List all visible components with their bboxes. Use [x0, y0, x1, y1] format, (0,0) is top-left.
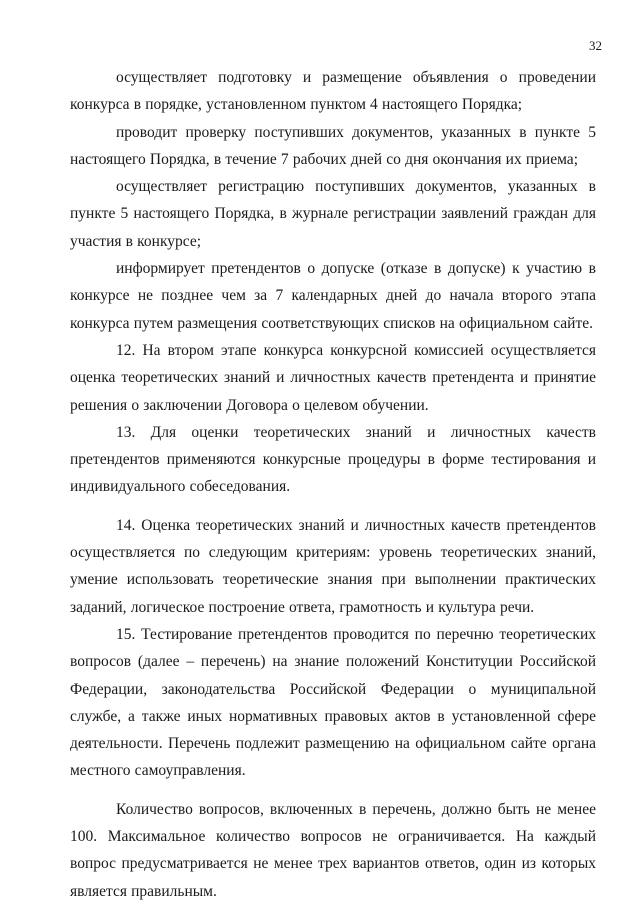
- paragraph-item-12: 12. На втором этапе конкурса конкурсной комиссией осуществляется оценка теоретических знаний и личностных качеств претендента и принятие решения о заключении Договора о целевом обучении.: [70, 341, 596, 414]
- paragraph: осуществляет подготовку и размещение объявления о проведении конкурса в порядке, установленном пунктом 4 настоящего Порядка;: [70, 69, 596, 114]
- paragraph: Количество вопросов, включенных в перечень, должно быть не менее 100. Максимальное количество вопросов не ограничивается. На каждый вопрос предусматривается не менее трех вариантов ответов, один из которых является правильным.: [70, 800, 596, 900]
- paragraph: осуществляет регистрацию поступивших документов, указанных в пункте 5 настоящего Порядка, в журнале регистрации заявлений граждан для участия в конкурсе;: [70, 178, 596, 250]
- paragraph: информирует претендентов о допуске (отказе в допуске) к участию в конкурсе не позднее чем за 7 календарных дней до начала второго этапа конкурса путем размещения соответствующих списков на официальном сайте.: [70, 260, 596, 332]
- page-number: 32: [589, 38, 602, 53]
- paragraph-item-15: 15. Тестирование претендентов проводится по перечню теоретических вопросов (далее – перечень) на знание положений Конституции Российской Федерации, законодательства Российской Федерации о муниципальной службе, а также иных нормативных правовых актов в установленной сфере деятельности. Перечень подлежит размещению на официальном сайте органа местного самоуправления.: [70, 625, 596, 780]
- document-body: [70, 64, 596, 905]
- paragraph-item-13: 13. Для оценки теоретических знаний и личностных качеств претендентов применяются конкурсные процедуры в форме тестирования и индивидуального собеседования.: [70, 423, 596, 496]
- paragraph: проводит проверку поступивших документов, указанных в пункте 5 настоящего Порядка, в течение 7 рабочих дней со дня окончания их приема;: [70, 123, 596, 168]
- paragraph-item-14: 14. Оценка теоретических знаний и личностных качеств претендентов осуществляется по следующим критериям: уровень теоретических знаний, умение использовать теоретические знания при выполнении практических заданий, логическое построение ответа, грамотность и культура речи.: [70, 516, 596, 616]
